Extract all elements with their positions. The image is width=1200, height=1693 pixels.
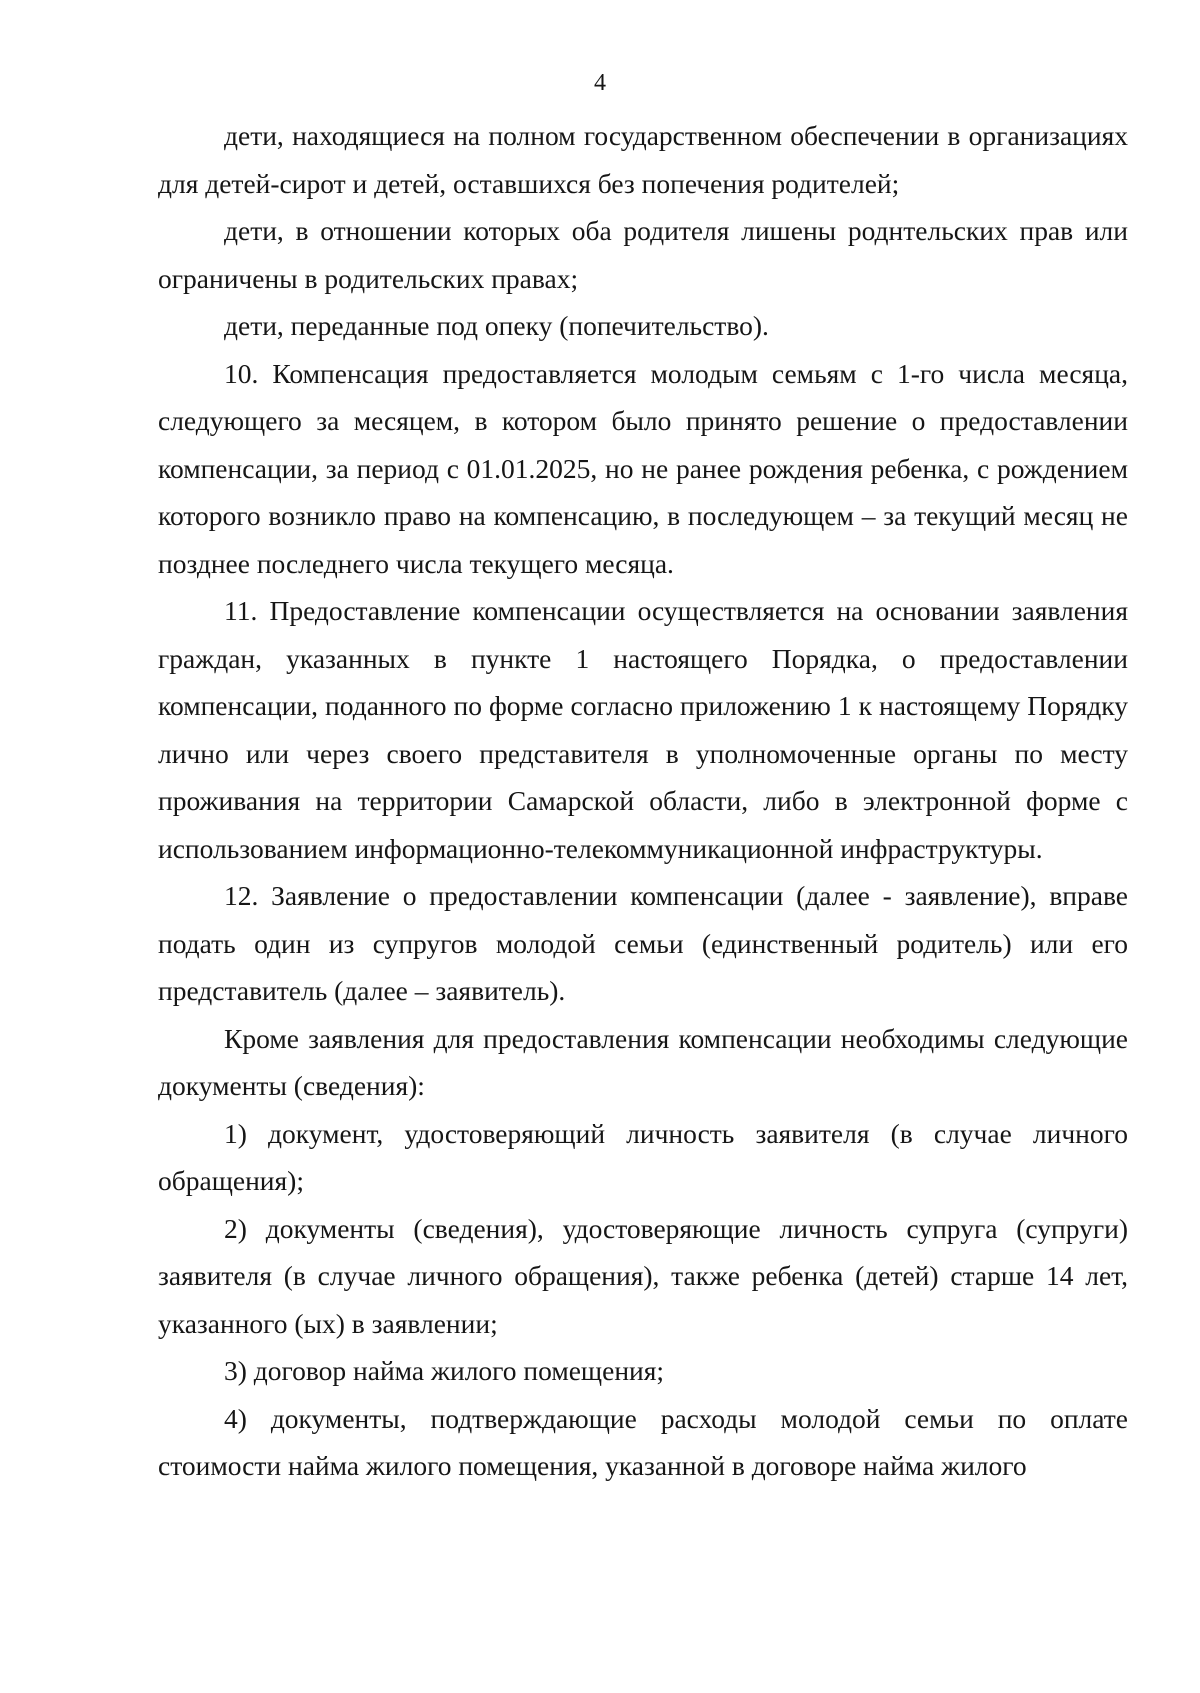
paragraph-orphan-children: дети, находящиеся на полном государственном обеспечении в организациях для детей-сирот и детей, оставшихся без попечения родителей; — [158, 120, 1128, 199]
document-body — [158, 112, 1128, 1490]
paragraph-item-10: 10. Компенсация предоставляется молодым семьям с 1-го числа месяца, следующего за месяцем, в котором было принято решение о предоставлении компенсации, за период с 01.01.2025, но не ранее рождения ребенка, с рождением которого возникло право на компенсацию, в последующем – за текущий месяц не позднее последнего числа текущего месяца. — [158, 357, 1128, 579]
list-item-2: 2) документы (сведения), удостоверяющие личность супруга (супруги) заявителя (в случае личного обращения), также ребенка (детей) старше 14 лет, указанного (ых) в заявлении; — [158, 1212, 1128, 1339]
paragraph-item-11: 11. Предоставление компенсации осуществляется на основании заявления граждан, указанных в пункте 1 настоящего Порядка, о предоставлении компенсации, поданного по форме согласно приложению 1 к настоящему Порядку лично или через своего представителя в уполномоченные органы по месту проживания на территории Самарской области, либо в электронной форме с использованием информационно-телекоммуникационной инфраструктуры. — [158, 595, 1128, 864]
paragraph-guardianship: дети, переданные под опеку (попечительство). — [224, 310, 769, 341]
list-item-4: 4) документы, подтверждающие расходы молодой семьи по оплате стоимости найма жилого помещения, указанной в договоре найма жилого — [158, 1402, 1128, 1481]
page-number: 4 — [594, 70, 606, 96]
list-item-3: 3) договор найма жилого помещения; — [224, 1355, 665, 1386]
list-item-1: 1) документ, удостоверяющий личность заявителя (в случае личного обращения); — [158, 1117, 1128, 1196]
paragraph-deprived-parents: дети, в отношении которых оба родителя лишены роднтельских прав или ограничены в родительских правах; — [158, 215, 1128, 294]
paragraph-item-12: 12. Заявление о предоставлении компенсации (далее - заявление), вправе подать один из супругов молодой семьи (единственный родитель) или его представитель (далее – заявитель). — [158, 880, 1128, 1006]
paragraph-required-documents: Кроме заявления для предоставления компенсации необходимы следующие документы (сведения): — [158, 1022, 1128, 1101]
